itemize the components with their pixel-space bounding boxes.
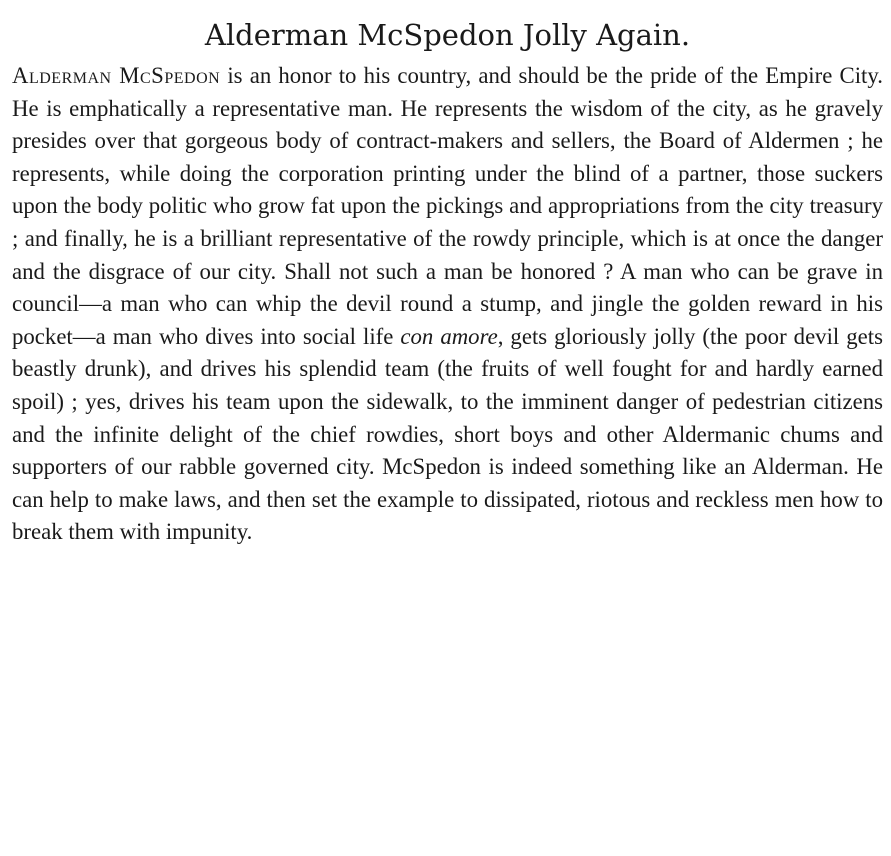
- article-headline: Alderman McSpedon Jolly Again.: [204, 18, 691, 52]
- lead-small-caps: Alderman McSpedon: [12, 63, 221, 88]
- italic-phrase: con amore: [400, 323, 498, 349]
- body-text-part-1: is an honor to his country, and should be the pride of the Empire City. He is emphatically a representative man. He represents the wisdom of the city, as he gravely presides over that gorgeous body of contract-makers and sellers, the Board of Aldermen ; he represents, while doing the corporation printing under the blind of a partner, those suckers upon the body politic who grow fat upon the pickings and appropriations from the city treasury ; and finally, he is a brilliant representative of the rowdy principle, which is at once the danger and the disgrace of our city. Shall not such a man be honored ? A man who can be grave in council—a man who can whip the devil round a stump, and jingle the golden reward in his pocket—a man who dives into social life: [12, 63, 883, 349]
- article-body: [12, 60, 883, 549]
- body-text-part-2: , gets gloriously jolly (the poor devil gets beastly drunk), and drives his splendid team (the fruits of well fought for and hardly earned spoil) ; yes, drives his team upon the sidewalk, to the imminent danger of pedestrian citizens and the infinite delight of the chief rowdies, short boys and other Aldermanic chums and supporters of our rabble governed city. McSpedon is indeed something like an Alderman. He can help to make laws, and then set the example to dissipated, riotous and reckless men how to break them with impunity.: [12, 323, 883, 545]
